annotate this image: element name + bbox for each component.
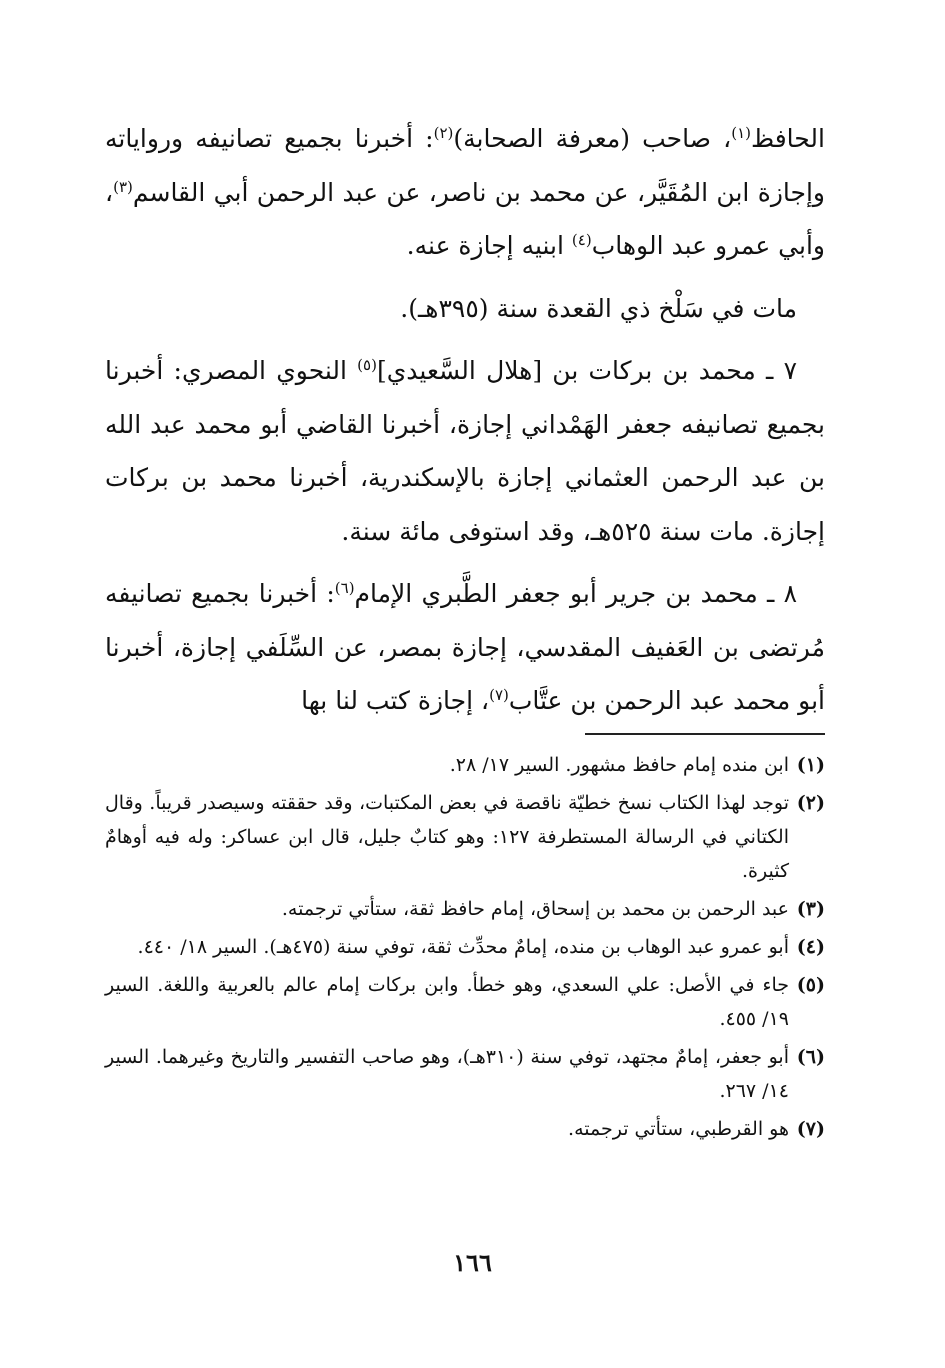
- footnote-text: أبو عمرو عبد الوهاب بن منده، إمامٌ محدِّث ثقة، توفي سنة (٤٧٥هـ). السير ١٨/ ٤٤٠.: [137, 936, 789, 958]
- footnote-ref[interactable]: (٧): [489, 686, 509, 704]
- paragraph-1: [105, 112, 825, 273]
- entry-7: [105, 344, 825, 558]
- footnote-number: (٥): [796, 974, 825, 996]
- footnote-7: [105, 1112, 825, 1146]
- entry-heading: ٧ ـ محمد بن بركات بن [هلال السَّعيدي]: [376, 356, 797, 385]
- text-run: ، صاحب (معرفة الصحابة): [453, 124, 732, 153]
- footnote-text: جاء في الأصل: علي السعدي، وهو خطأ. وابن بركات إمام عالم بالعربية واللغة. السير ١٩/ ٤٥٥.: [105, 974, 789, 1030]
- footnote-1: [105, 748, 825, 782]
- footnote-text: توجد لهذا الكتاب نسخ خطيّة ناقصة في بعض المكتبات، وقد حققته وسيصدر قريباً. وقال الكتاني في الرسالة المستطرفة ١٢٧: وهو كتابٌ جليل، قال ابن عساكر: وله فيه أوهامٌ كثيرة.: [105, 792, 789, 882]
- entry-8: [105, 567, 825, 728]
- footnote-number: (٦): [796, 1046, 825, 1068]
- footnote-ref[interactable]: (٥): [357, 356, 377, 374]
- footnote-ref[interactable]: (١): [731, 124, 751, 142]
- footnote-text: أبو جعفر، إمامٌ مجتهد، توفي سنة (٣١٠هـ)، وهو صاحب التفسير والتاريخ وغيرهما. السير ١٤/ ٢٦٧.: [105, 1046, 789, 1102]
- paragraph-2: مات في سَلْخ ذي القعدة سنة (٣٩٥هـ).: [400, 293, 797, 323]
- text-run: ، إجازة كتب لنا بها: [301, 686, 490, 715]
- text-run: ابنيه إجازة عنه.: [406, 231, 564, 260]
- text-run: الحافظ: [750, 124, 825, 153]
- footnote-text: عبد الرحمن بن محمد بن إسحاق، إمام حافظ ثقة، ستأتي ترجمته.: [281, 898, 789, 920]
- footnote-number: (٤): [796, 936, 825, 958]
- footnote-number: (١): [796, 754, 825, 776]
- footnote-ref[interactable]: (٤): [571, 231, 592, 249]
- entry-heading: ٨ ـ محمد بن جرير أبو جعفر الطَّبري الإمام: [354, 579, 798, 608]
- footnote-ref[interactable]: (٣): [113, 177, 133, 196]
- footnote-number: (٢): [796, 792, 825, 814]
- text-run: : أخبرنا بجميع تصانيفه مُرتضى بن العَفيف المقدسي، إجازة بمصر، عن السِّلَفي إجازة، أخبرنا أبو محمد عبد الرحمن بن عتَّاب: [105, 579, 825, 715]
- footnotes: [105, 748, 825, 1150]
- footnote-3: [105, 892, 825, 926]
- footnote-number: (٧): [796, 1118, 825, 1140]
- footnote-divider: [585, 733, 825, 735]
- text-run: ، وأبي عمرو عبد الوهاب: [105, 177, 825, 260]
- footnote-5: [105, 968, 825, 1036]
- page-number: ١٦٦: [453, 1248, 492, 1277]
- footnote-text: ابن منده إمام حافظ مشهور. السير ١٧/ ٢٨.: [449, 754, 789, 776]
- footnote-ref[interactable]: (٢): [433, 124, 454, 142]
- footnote-number: (٣): [796, 898, 825, 920]
- footnote-4: [105, 930, 825, 964]
- text-run: : أخبرنا بجميع تصانيفه ورواياته وإجازة ابن المُقَيَّر، عن محمد بن ناصر، عن عبد الرحمن أبي القاسم: [105, 124, 825, 207]
- footnote-ref[interactable]: (٦): [334, 579, 355, 597]
- footnote-2: [105, 786, 825, 888]
- footnote-6: [105, 1040, 825, 1108]
- text-run: النحوي المصري: أخبرنا بجميع تصانيفه جعفر الهَمْداني إجازة، أخبرنا القاضي أبو محمد عبد الله بن عبد الرحمن العثماني إجازة بالإسكندرية، أخبرنا محمد بن بركات إجازة. مات سنة ٥٢٥هـ، وقد استوفى مائة سنة.: [105, 356, 825, 546]
- footnote-text: هو القرطبي، ستأتي ترجمته.: [568, 1118, 789, 1140]
- main-text: [105, 112, 825, 728]
